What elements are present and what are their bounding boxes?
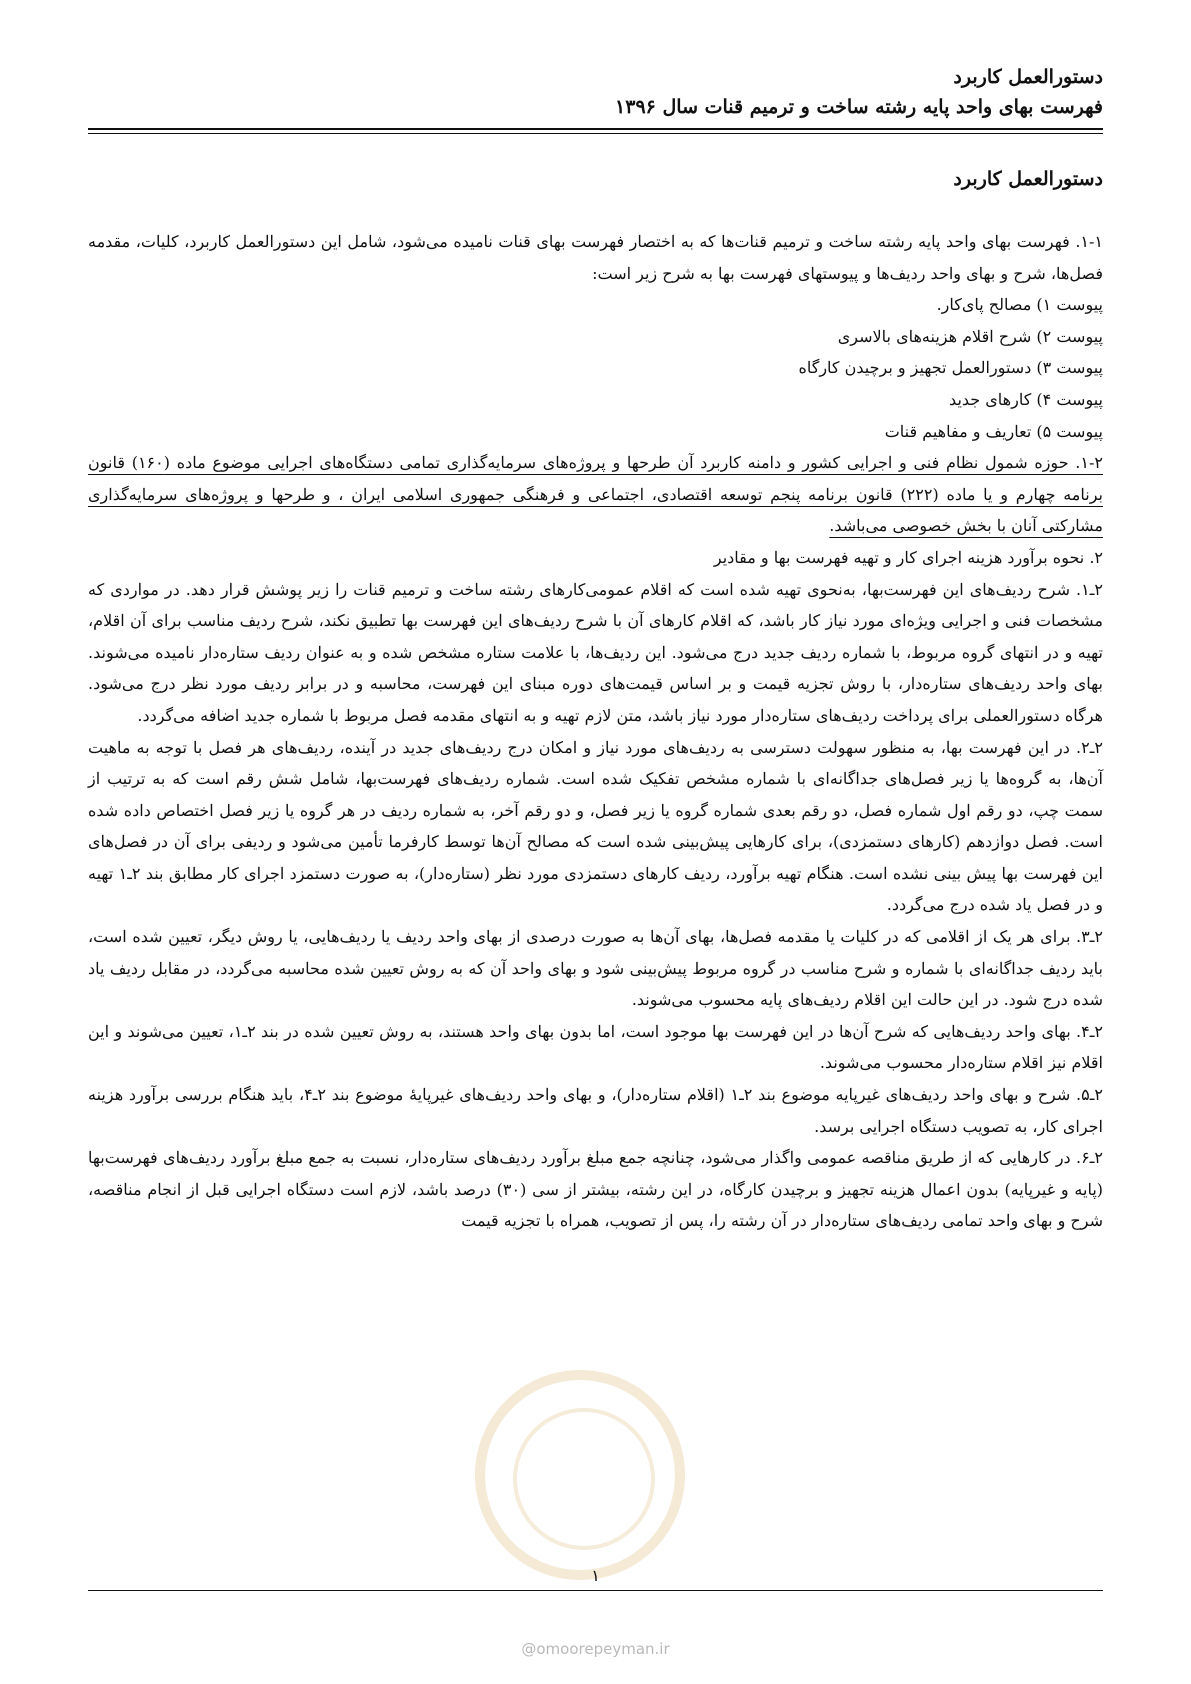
header-rule-thin — [88, 133, 1103, 134]
appendix-2: پیوست ۲) شرح اقلام هزینه‌های بالاسری — [837, 326, 1103, 346]
paragraph-2-2: ۲ـ۲. در این فهرست بها، به منظور سهولت دسترسی به ردیف‌های مورد نیاز و امکان درج ردیف‌های جدید در آینده، ردیف‌های هر فصل با توجه به ماهیت آن‌ها، به گروه‌ها یا زیر فصل‌های جداگانه‌ای با شماره مشخص تفکیک شده است. شماره ردیف‌های فهرست‌بها، شامل شش رقم است که به ترتیب از سمت چپ، دو رقم اول شماره فصل، دو رقم بعدی شماره گروه یا زیر فصل، و دو رقم آخر، به شماره ردیف در هر گروه یا زیر فصل اختصاص داده شده است. فصل دوازدهم (کارهای دستمزدی)، برای کارهایی پیش‌بینی شده است که مصالح آن‌ها توسط کارفرما تأمین می‌شود و ردیفی برای آن در فصل‌های این فهرست بها پیش بینی نشده است. هنگام تهیه برآورد، ردیف کارهای دستمزدی مورد نظر (ستاره‌دار)، به صورت دستمزد اجرای کار مطابق بند ۲ـ۱ تهیه و در فصل یاد شده درج می‌گردد. — [88, 737, 1103, 915]
appendix-3: پیوست ۳) دستورالعمل تجهیز و برچیدن کارگاه — [798, 358, 1103, 378]
appendix-1: پیوست ۱) مصالح پای‌کار. — [936, 295, 1103, 315]
paragraph-2-3: ۲ـ۳. برای هر یک از اقلامی که در کلیات یا مقدمه فصل‌ها، بهای آن‌ها به صورت درصدی از بهای واحد ردیف یا ردیف‌هایی، یا روش دیگر، تعیین شده است، باید ردیف جداگانه‌ای با شماره و شرح مناسب در گروه مربوط پیش‌بینی شود و بهای واحد آن که به روش تعیین شده محاسبه می‌گردد، در مقابل ردیف یاد شده درج شود. در این حالت این اقلام ردیف‌های پایه محسوب می‌شوند. — [88, 927, 1103, 1010]
paragraph-2-5: ۲ـ۵. شرح و بهای واحد ردیف‌های غیرپایه موضوع بند ۲ـ۱ (اقلام ستاره‌دار)، و بهای واحد ردیف‌های غیرپایهٔ موضوع بند ۲ـ۴، باید هنگام بررسی برآورد هزینه اجرای کار، به تصویب دستگاه اجرایی برسد. — [88, 1085, 1103, 1136]
seal-watermark-icon — [475, 1370, 685, 1580]
paragraph-2-4: ۲ـ۴. بهای واحد ردیف‌هایی که شرح آن‌ها در این فهرست بها موجود است، اما بدون بهای واحد هستند، به روش تعیین شده در بند ۲ـ۱، تعیین می‌شوند و این اقلام نیز اقلام ستاره‌دار محسوب می‌شوند. — [88, 1021, 1104, 1073]
site-watermark: @omoorepeyman.ir — [521, 1640, 670, 1658]
header-subtitle: فهرست بهای واحد پایه رشته ساخت و ترمیم قنات سال ۱۳۹۶ — [615, 96, 1103, 118]
heading-2: ۲. نحوه برآورد هزینه اجرای کار و تهیه فهرست بها و مقادیر — [713, 547, 1103, 567]
page-number: ۱ — [591, 1566, 600, 1585]
paragraph-2-6: ۲ـ۶. در کارهایی که از طریق مناقصه عمومی واگذار می‌شود، چنانچه جمع مبلغ برآورد ردیف‌های ستاره‌دار، نسبت به جمع مبلغ برآورد ردیف‌های فهرست‌بها (پایه و غیرپایه) بدون اعمال هزینه تجهیز و برچیدن کارگاه، در این رشته، بیشتر از سی (۳۰) درصد باشد، لازم است دستگاه اجرایی قبل از انجام مناقصه، شرح و بهای واحد تمامی ردیف‌های ستاره‌دار در آن رشته را، پس از تصویب، همراه با تجزیه قیمت — [88, 1148, 1104, 1231]
page-header — [88, 62, 1103, 122]
header-rule-thick — [88, 128, 1103, 130]
paragraph-2-1: ۲ـ۱. شرح ردیف‌های این فهرست‌بها، به‌نحوی تهیه شده است که اقلام عمومی‌کارهای رشته ساخت و ترمیم قنات را زیر پوشش قرار دهد. در مواردی که مشخصات فنی و اجرایی ویژه‌ای مورد نیاز کار باشد، که اقلام کارهای آن با شرح ردیف‌های این فهرست بها تطبیق نکند، شرح ردیف مناسب برای آن اقلام، تهیه و در انتهای گروه مربوط، با شماره ردیف جدید درج می‌شود. این ردیف‌ها، با علامت ستاره مشخص شده و به عنوان ردیف ستاره‌دار نامیده می‌شوند. بهای واحد ردیف‌های ستاره‌دار، با روش تجزیه قیمت و بر اساس قیمت‌های دوره مبنای این فهرست، محاسبه و در برابر ردیف مورد نظر درج می‌شود. هرگاه دستورالعملی برای پرداخت ردیف‌های ستاره‌دار مورد نیاز باشد، متن لازم تهیه و به انتهای مقدمه فصل مربوط با شماره جدید اضافه می‌گردد. — [88, 579, 1103, 725]
footer-rule — [88, 1590, 1103, 1591]
appendix-4: پیوست ۴) کارهای جدید — [949, 389, 1103, 409]
document-body — [88, 226, 1103, 1237]
paragraph-1-2: ۱-۲. حوزه شمول نظام فنی و اجرایی کشور و دامنه کاربرد آن طرحها و پروژه‌های سرمایه‌گذاری تمامی دستگاه‌های اجرایی موضوع ماده (۱۶۰) قانون برنامه چهارم و یا ماده (۲۲۲) قانون برنامه پنجم توسعه اقتصادی، اجتماعی و فرهنگی جمهوری اسلامی ایران ، و طرحها و پروژه‌های سرمایه‌گذاری مشارکتی آنان با بخش خصوصی می‌باشد. — [88, 453, 1103, 536]
header-title: دستورالعمل کاربرد — [953, 66, 1103, 88]
appendix-5: پیوست ۵) تعاریف و مفاهیم قنات — [884, 421, 1103, 441]
paragraph-1-1: ۱-۱. فهرست بهای واحد پایه رشته ساخت و ترمیم قنات‌ها که به اختصار فهرست بهای قنات نامیده می‌شود، شامل این دستورالعمل کاربرد، کلیات، مقدمه فصل‌ها، شرح و بهای واحد ردیف‌ها و پیوستهای فهرست بها به شرح زیر است: — [88, 232, 1103, 283]
section-title: دستورالعمل کاربرد — [953, 168, 1103, 190]
